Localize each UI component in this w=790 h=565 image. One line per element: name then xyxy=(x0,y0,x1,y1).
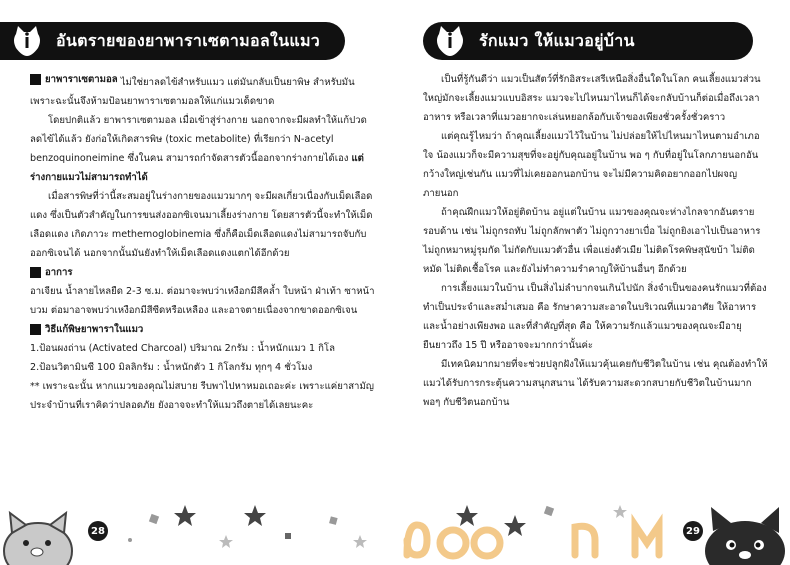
star-icon xyxy=(174,505,196,526)
cat-head-icon xyxy=(10,24,44,58)
emphasis: แต่ร่างกายแมวไม่สามารถทำได้ xyxy=(30,153,364,183)
square-icon xyxy=(149,514,159,524)
right-content xyxy=(423,70,768,412)
section-heading: วิธีแก้พิษยาพาราในแมว xyxy=(45,324,144,335)
orange-letters-decoration xyxy=(407,525,659,556)
paragraph: การเลี้ยงแมวในบ้าน เป็นสิ่งไม่ลำบากจนเกินไปนัก สิ่งจำเป็นของคนรักแมวที่ต้องทำเป็นประจำและสม่ำเสมอ คือ รักษาความสะอาดในบริเวณที่แมวอาศัย ให้อาหารและน้ำอย่างเพียงพอ และที่สำคัญที่สุด คือ ให้ความรักแล้วแมวของคุณจะมีอายุยืนยาวถึง 15 ปี หรืออาจจะมากกว่านั้นค่ะ xyxy=(423,283,767,351)
paragraph: เมื่อสารพิษที่ว่านี้สะสมอยู่ในร่างกายของแมวมากๆ จะมีผลเกี่ยวเนื่องกับเม็ดเลือดแดง ซึ่งเป็นตัวสำคัญในการขนส่งออกซิเจนมาเลี้ยงร่างกาย โดยสารตัวนี้จะทำให้เม็ดเลือดแดง เกิดภาวะ methemoglobinemia ซึ่งก็คือเม็ดเลือดแดงไม่สามารถจับกับออกซิเจนได้ นอกจากนั้นมันยังทำให้เม็ดเลือดแดงแตกได้อีกด้วย xyxy=(30,191,373,259)
paragraph: ถ้าคุณฝึกแมวให้อยู่ติดบ้าน อยู่แต่ในบ้าน แมวของคุณจะห่างไกลจากอันตรายรอบด้าน เช่น ไม่ถูกรถทับ ไม่ถูกลักพาตัว ไม่ถูกวางยาเบื่อ ไม่ถูกยิงเอาไปเป็นอาหาร ไม่ถูกหมาหมู่รุมกัด ไม่กัดกับแมวตัวอื่น เพื่อแย่งตัวเมีย ไม่ติดโรคพิษสุนัขบ้า ไม่ติดหมัด ไม่ติดเชื้อโรค และยังไม่ทำความรำคาญให้บ้านอื่นๆ อีกด้วย xyxy=(423,207,761,275)
cat-mascot-icon xyxy=(4,513,72,565)
square-icon xyxy=(329,516,338,525)
page-title: รักแมว ให้แมวอยู่บ้าน xyxy=(479,30,635,50)
text: ไม่ใช่ยาลดไข้สำหรับแมว แต่มันกลับเป็นยาพิษ สำหรับมัน เพราะฉะนั้นจึงห้ามป้อนยาพาราเซตามอลให้แก่แมวเด็ดขาด xyxy=(30,77,355,107)
list-item: 1.ป้อนผงถ่าน (Activated Charcoal) ปริมาณ 2กรัม : น้ำหนักแมว 1 กิโล xyxy=(30,343,335,354)
star-icon xyxy=(353,535,367,548)
page-number: 28 xyxy=(88,521,108,541)
star-icon xyxy=(219,535,233,548)
list-item: 2.ป้อนวิตามินซี 100 มิลลิกรัม : น้ำหนักตัว 1 กิโลกรัม ทุกๆ 4 ชั่วโมง xyxy=(30,362,313,373)
page-number: 29 xyxy=(683,521,703,541)
text: โดยปกติแล้ว ยาพาราเซตามอล เมื่อเข้าสู่ร่างกาย นอกจากจะมีผลทำให้แก้ปวดลดไข้ได้แล้ว ยังก่อให้เกิดสารพิษ (toxic metabolite) ที่เรียกว่า N-acetyl benzoquinoneimine ซึ่งในคน สามารถกำจัดสารตัวนี้ออกจากร่างกายได้เอง xyxy=(30,115,367,164)
right-footer-decoration xyxy=(395,495,790,565)
paragraph: อาเจียน น้ำลายไหลยืด 2-3 ซ.ม. ต่อมาจะพบว่าเหงือกมีสีคล้ำ ใบหน้า ฝ่าเท้า ซาหน้าบวม ต่อมาอาจพบว่าเหงือกมีสีซีดหรือเหลือง และอาจตายเนื่องจากขาดออกซิเจน xyxy=(30,286,375,316)
section-heading: อาการ xyxy=(45,267,73,278)
note: ** เพราะฉะนั้น หากแมวของคุณไม่สบาย รีบพาไปหาหมอเถอะค่ะ เพราะแค่ยาสามัญประจำบ้านที่เราคิดว่าปลอดภัย ยังอาจจะทำให้แมวถึงตายได้เลยนะคะ xyxy=(30,381,374,411)
section-heading-row xyxy=(30,320,375,339)
right-page xyxy=(395,0,790,565)
bullet-square-icon xyxy=(30,324,41,335)
square-icon xyxy=(544,506,554,516)
paragraph xyxy=(30,70,375,111)
left-content xyxy=(30,70,375,415)
paragraph xyxy=(30,111,375,187)
star-icon xyxy=(456,505,478,526)
paragraph: เป็นที่รู้กันดีว่า แมวเป็นสัตว์ที่รักอิสระเสรีเหนือสิ่งอื่นใดในโลก คนเลี้ยงแมวส่วนใหญ่มักจะเลี้ยงแมวแบบอิสระ แมวจะไปไหนมาไหนก็ได้จะกลับบ้านก็ต่อเมื่อถึงเวลาอาหาร หรือเวลาที่แมวอยากจะเล่นหยอกล้อกับเจ้าของเพียงชั่วครั้งชั่วคราว xyxy=(423,74,761,123)
star-icon xyxy=(504,515,526,536)
cat-head-icon xyxy=(433,24,467,58)
right-title-bar xyxy=(423,22,753,60)
section-heading: ยาพาราเซตามอล xyxy=(45,74,118,85)
bullet-square-icon xyxy=(30,74,41,85)
bullet-square-icon xyxy=(30,267,41,278)
left-title-bar xyxy=(0,22,345,60)
paragraph: แต่คุณรู้ไหมว่า ถ้าคุณเลี้ยงแมวไว้ในบ้าน ไม่ปล่อยให้ไปไหนมาไหนตามอำเภอใจ น้องแมวก็จะมีความสุขที่จะอยู่กับคุณอยู่ในบ้าน พอ ๆ กับที่อยู่ในโลกภายนอกอันกว้างใหญ่เช่นกัน แมวที่ไม่เคยออกนอกบ้าน จะไม่มีความคิดอยากออกไปผจญภายนอก xyxy=(423,131,760,199)
square-icon xyxy=(285,533,291,539)
cat-mascot-icon xyxy=(705,507,785,565)
star-icon xyxy=(244,505,266,526)
left-footer-decoration xyxy=(0,495,395,565)
paragraph: มีเทคนิคมากมายที่จะช่วยปลูกฝังให้แมวคุ้นเคยกับชีวิตในบ้าน เช่น คุณต้องทำให้แมวได้รับการกระตุ้นความสนุกสนาน ได้รับความสะดวกสบายกับชีวิตในบ้านมากพอๆ กับชีวิตนอกบ้าน xyxy=(423,359,768,408)
page-title: อันตรายของยาพาราเซตามอลในแมว xyxy=(56,30,321,50)
section-heading-row xyxy=(30,263,375,282)
star-icon xyxy=(613,505,627,518)
